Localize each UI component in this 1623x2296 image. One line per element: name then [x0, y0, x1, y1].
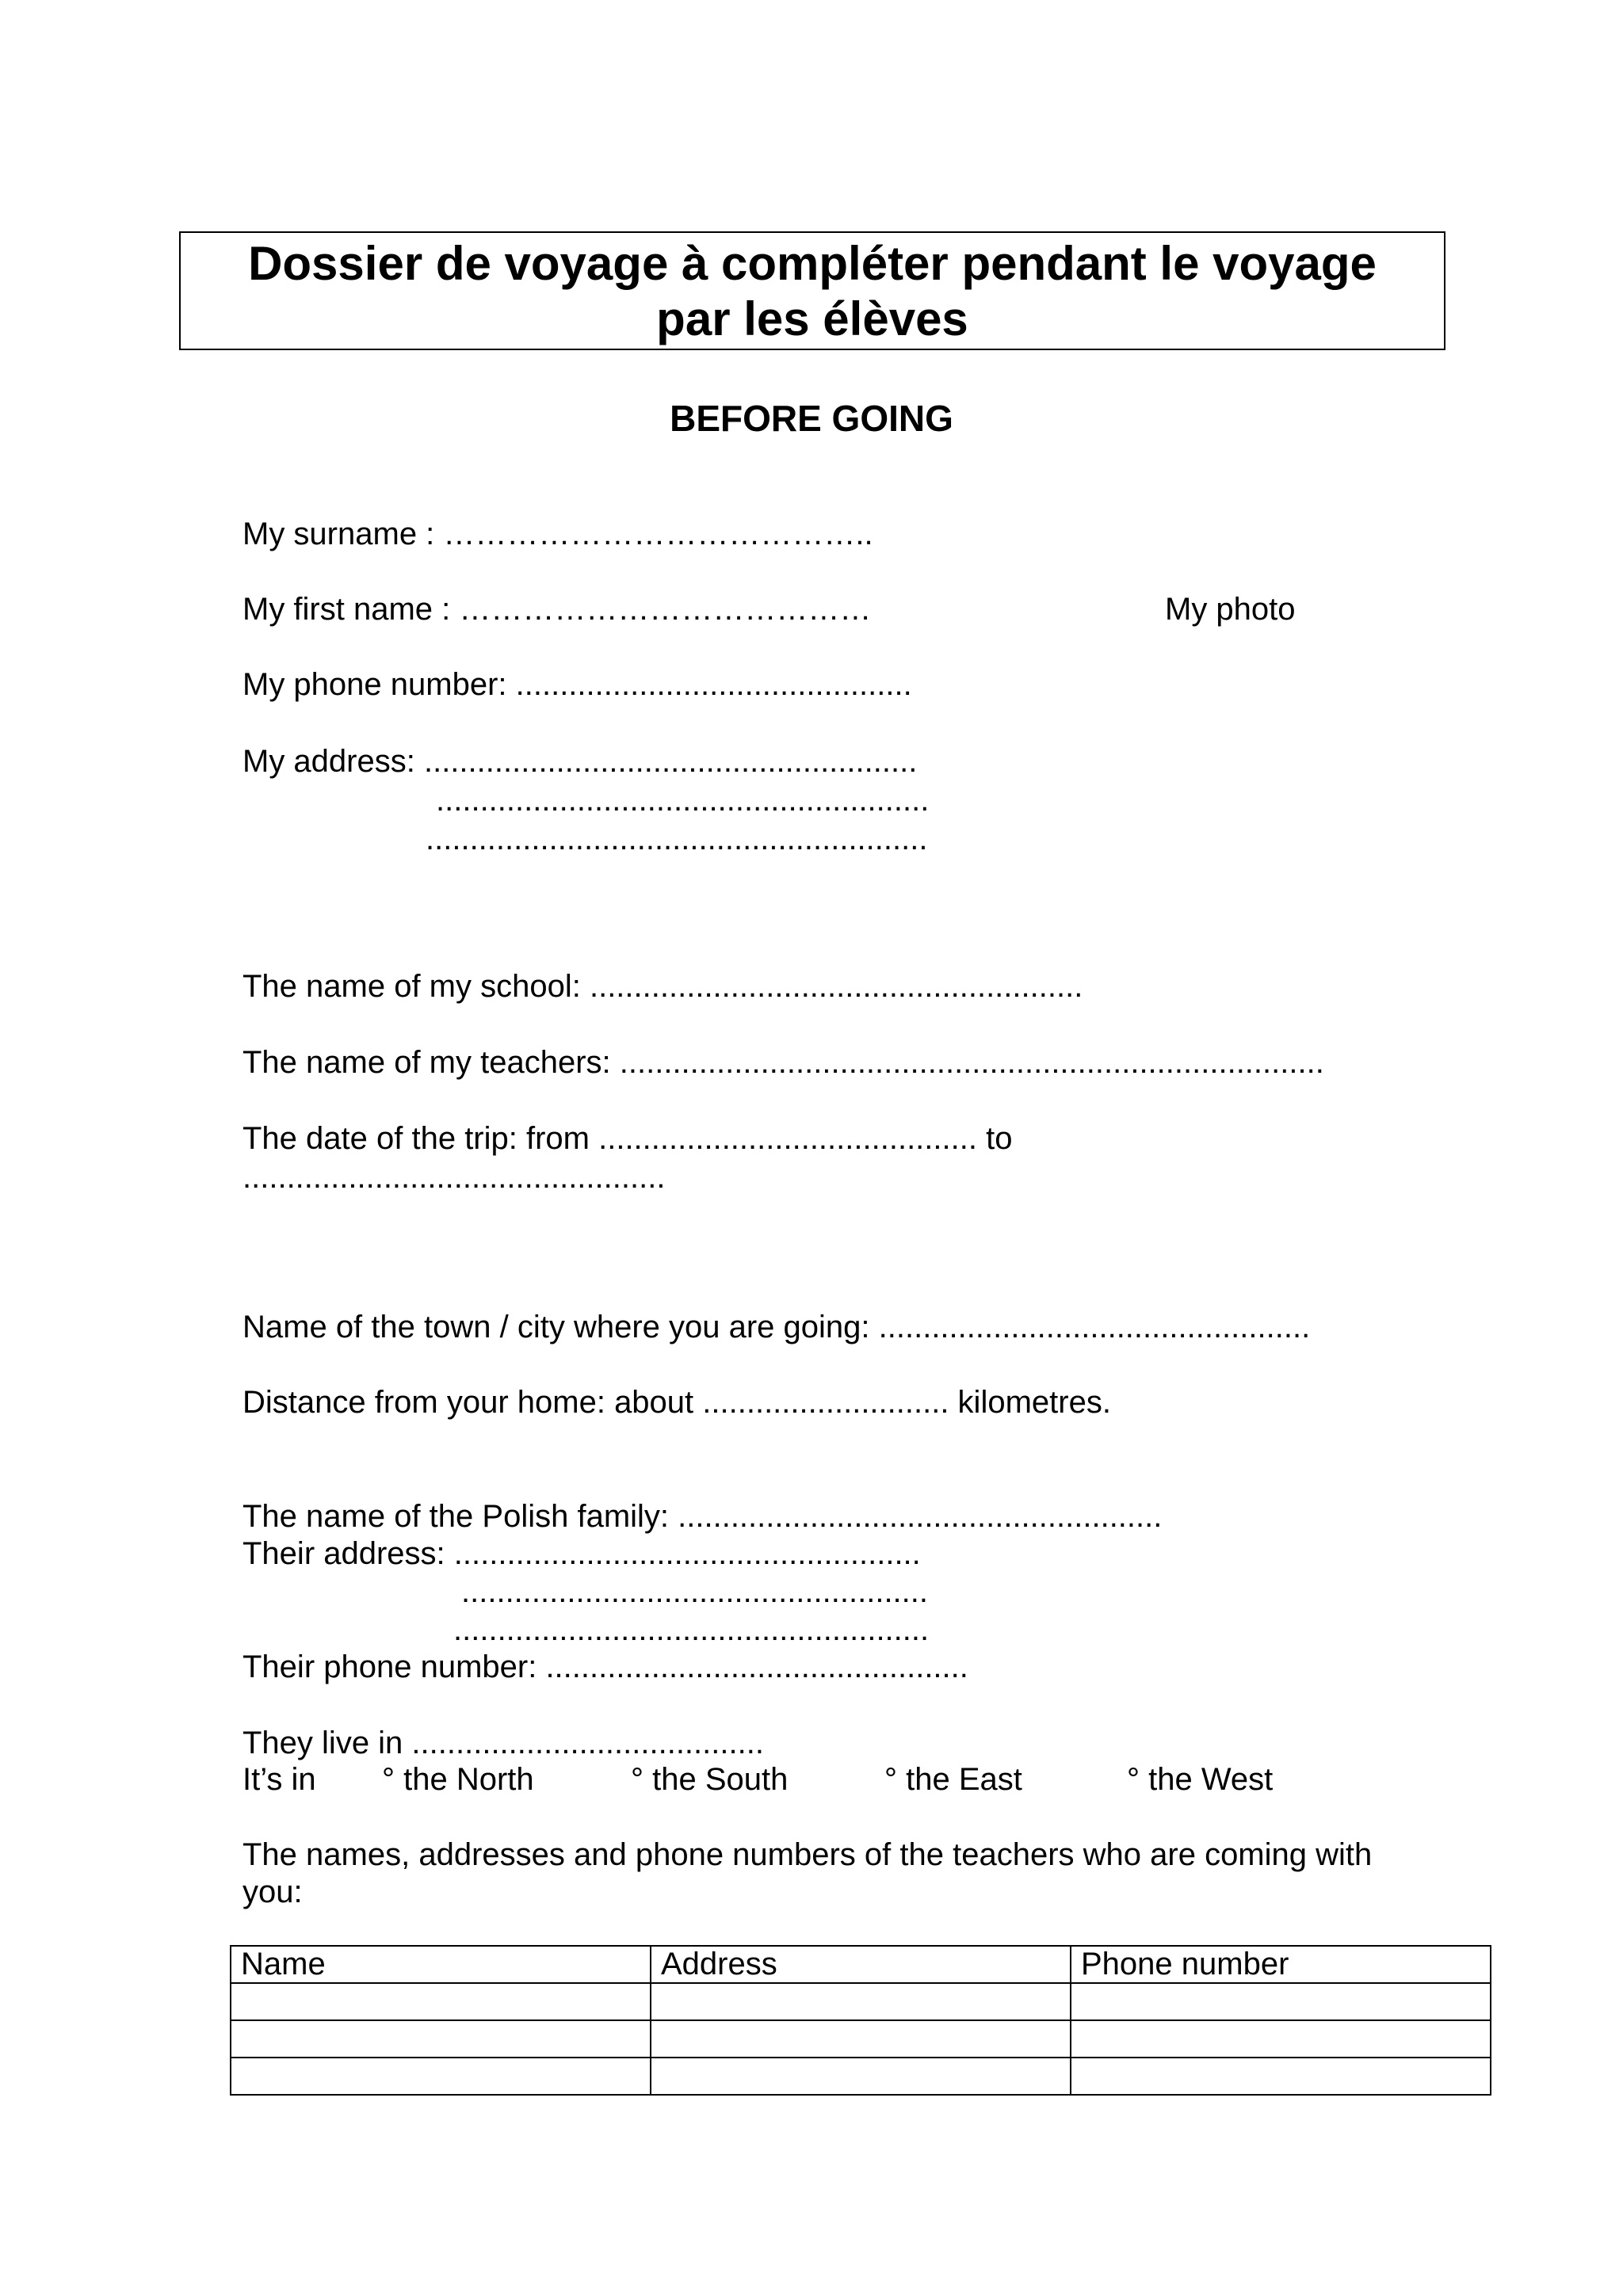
trip-date-field-line-2: ................................................ — [242, 1160, 666, 1195]
table-header-row — [231, 1946, 1491, 1983]
option-south[interactable]: ° the South — [631, 1762, 789, 1797]
table-cell[interactable] — [651, 2020, 1071, 2058]
phone-number-field: My phone number: ............................................. — [242, 667, 912, 702]
family-address-line-1: Their address: ..................................................... — [242, 1536, 921, 1571]
its-in-label: It’s in — [242, 1762, 316, 1797]
teachers-intro-line-2: you: — [242, 1875, 303, 1909]
table-cell[interactable] — [231, 1983, 651, 2020]
polish-family-name-field: The name of the Polish family: ....................................................... — [242, 1499, 1163, 1534]
teachers-table — [230, 1945, 1491, 2096]
table-cell[interactable] — [231, 2058, 651, 2095]
table-cell[interactable] — [651, 1983, 1071, 2020]
table-cell[interactable] — [651, 2058, 1071, 2095]
photo-label: My photo — [1165, 592, 1296, 627]
teachers-name-field: The name of my teachers: ................................................................................ — [242, 1045, 1324, 1080]
school-name-field: The name of my school: ........................................................ — [242, 969, 1083, 1004]
column-header-address: Address — [651, 1946, 1071, 1983]
they-live-in-field: They live in ........................................ — [242, 1726, 764, 1760]
option-west[interactable]: ° the West — [1127, 1762, 1274, 1797]
address-field-line-3: ......................................................... — [426, 822, 928, 856]
trip-date-field-line-1: The date of the trip: from ........................................... to — [242, 1121, 1013, 1156]
family-address-line-3: ...................................................... — [453, 1612, 930, 1647]
column-header-name: Name — [231, 1946, 651, 1983]
address-field-line-1: My address: ........................................................ — [242, 744, 918, 779]
table-cell[interactable] — [1071, 1983, 1491, 2020]
distance-field: Distance from your home: about ............................ kilometres. — [242, 1385, 1111, 1420]
table-row — [231, 1983, 1491, 2020]
table-row — [231, 2058, 1491, 2095]
surname-field: My surname : ………………………………….. — [242, 517, 873, 551]
family-phone-field: Their phone number: ................................................ — [242, 1650, 968, 1684]
option-east[interactable]: ° the East — [884, 1762, 1022, 1797]
option-north[interactable]: ° the North — [382, 1762, 534, 1797]
first-name-field: My first name : ………………………………… — [242, 592, 872, 627]
table-cell[interactable] — [1071, 2020, 1491, 2058]
destination-town-field: Name of the town / city where you are going: ................................................. — [242, 1310, 1311, 1344]
document-title-line-1: Dossier de voyage à compléter pendant le voyage — [248, 237, 1377, 290]
region-options — [242, 1760, 1352, 1798]
document-title-box — [179, 231, 1445, 350]
teachers-intro-line-1: The names, addresses and phone numbers of the teachers who are coming with — [242, 1837, 1373, 1872]
section-heading: BEFORE GOING — [670, 398, 953, 439]
column-header-phone-number: Phone number — [1071, 1946, 1491, 1983]
table-cell[interactable] — [231, 2020, 651, 2058]
table-cell[interactable] — [1071, 2058, 1491, 2095]
table-row — [231, 2020, 1491, 2058]
document-title-line-2: par les élèves — [656, 292, 968, 345]
family-address-line-2: ..................................................... — [461, 1574, 929, 1609]
address-field-line-2: ........................................................ — [436, 783, 930, 818]
